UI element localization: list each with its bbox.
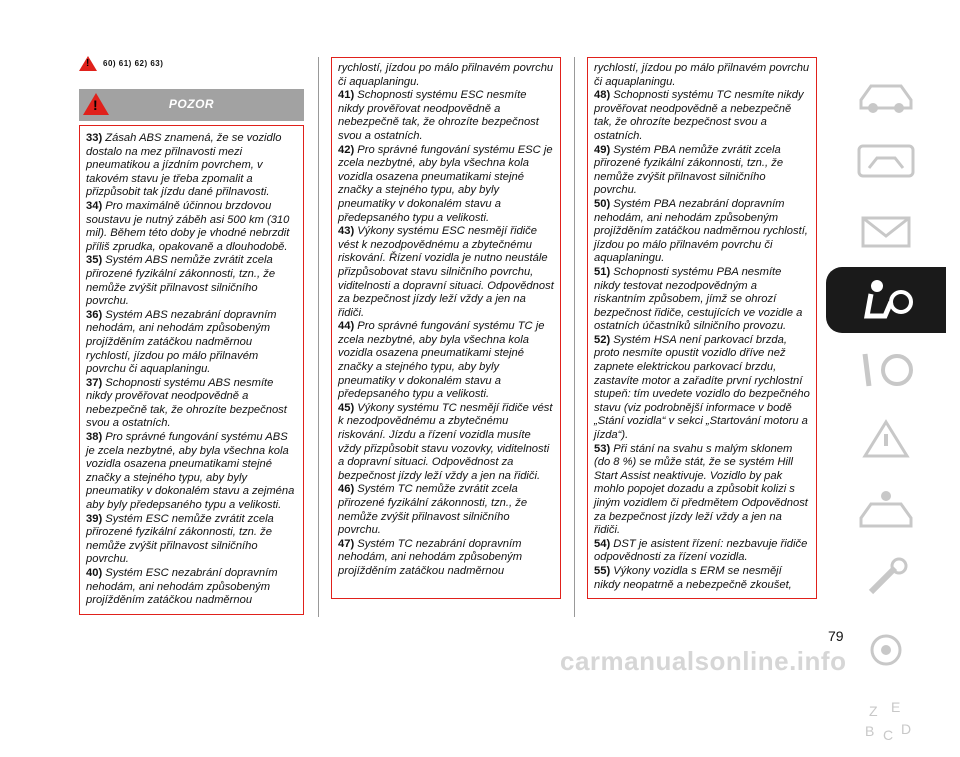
warning-number: 38)	[86, 431, 103, 444]
warning-paragraph	[594, 266, 810, 334]
warning-number: 41)	[338, 89, 355, 102]
warning-text: Systém PBA nemůže zvrátit zcela přirozené fyzikální zákonnosti, tzn., že nemůže zvýšit přilnavost silničního povrchu.	[594, 143, 784, 197]
alphabet-index-icon	[841, 692, 931, 748]
warning-paragraph	[338, 483, 554, 537]
sidebar-chapter-8[interactable]	[826, 547, 946, 613]
warning-paragraph	[338, 538, 554, 579]
warning-paragraph	[86, 431, 297, 513]
warning-paragraph	[86, 567, 297, 608]
warning-paragraph	[86, 309, 297, 377]
sidebar-chapter-5[interactable]	[826, 337, 946, 403]
wrench-steering-icon	[841, 342, 931, 398]
display-settings-icon	[841, 622, 931, 678]
warning-text: Výkony systému ESC nesmějí řidiče vést k nezodpovědnému a zbytečnému riskování. Řízení vozidla je nutno neustále přizpůsobovat stavu silničního povrchu, viditelnosti a dopravní situaci. Odpovědnost za bezpečnost jízdy leží vždy a jen na řidiči.	[338, 225, 554, 319]
warning-text: DST je asistent řízení: nezbavuje řidiče odpovědnosti za řízení vozidla.	[594, 537, 808, 564]
warning-paragraph	[594, 198, 810, 266]
warning-text: Systém HSA není parkovací brzda, proto nesmíte opustit vozidlo dříve než zapnete elektrickou parkovací brzdu, zastavíte motor a zařadíte první rychlostní stupeň: tím uvedete vozidlo do bezpečného stavu (viz podrobnější informace v bodě „Stání vozidla“ v sekci „Startování motoru a jízda“).	[594, 333, 810, 442]
pozor-label: POZOR	[168, 97, 215, 111]
warning-number: 37)	[86, 376, 103, 389]
warning-paragraph	[338, 144, 554, 226]
warning-text: Systém PBA nezabrání dopravním nehodám, ani nehodám způsobeným projížděním zatáčkou nadměrnou rychlostí, jízdou po málo přilnavém povrchu či aquaplaningu.	[594, 197, 808, 265]
warning-text: Schopnosti systému PBA nesmíte nikdy testovat nezodpovědným a riskantním způsobem, jímž se ohrozí bezpečnost řidiče, cestujících ve vozidle a ostatních účastníků silničního provozu.	[594, 265, 803, 333]
warning-paragraph	[86, 377, 297, 431]
sidebar-chapter-2[interactable]	[826, 127, 946, 193]
warning-column-3	[587, 57, 817, 599]
warning-text: Systém TC nezabrání dopravním nehodám, ani nehodám způsobeným projížděním zatáčkou nadměrnou	[338, 537, 523, 577]
warning-number: 42)	[338, 143, 355, 156]
warning-paragraph	[338, 62, 554, 89]
svg-text:E: E	[891, 699, 901, 715]
seat-airbag-icon	[841, 272, 931, 328]
warning-refs: 60) 61) 62) 63)	[103, 59, 164, 68]
warning-text: Pro maximálně účinnou brzdovou soustavu je nutný záběh asi 500 km (310 mil). Během této doby je vhodné nebrzdit příliš zprudka, opakovaně a dlouhodobě.	[86, 199, 290, 253]
warning-number: 55)	[594, 564, 611, 577]
envelope-car-icon	[841, 202, 931, 258]
car-service-icon	[841, 482, 931, 538]
warning-text: rychlostí, jízdou po málo přilnavém povrchu či aquaplaningu.	[338, 62, 554, 88]
warning-paragraph	[594, 89, 810, 143]
warning-paragraph	[338, 225, 554, 320]
warning-paragraph	[338, 402, 554, 484]
sidebar-chapter-7[interactable]	[826, 477, 946, 543]
warning-text: Pro správné fungování systému ESC je zcela nezbytné, aby byla všechna kola vozidla osazena pneumatikami stejné značky a stejného typu, aby byly pneumatiky v dokonalém stavu a předepsaného typu a velikosti.	[338, 143, 553, 224]
warning-text: Při stání na svahu s malým sklonem (do 8 %) se může stát, že se systém Hill Start Assist neaktivuje. Vozidlo by pak mohlo popojet dozadu a způsobit kolizi s jiným vozidlem či předmětem Odpovědnost za bezpečnost jízdy leží vždy a jen na řidiči.	[594, 442, 808, 537]
car-dashboard-icon	[841, 62, 931, 118]
svg-text:C: C	[883, 727, 894, 743]
wrench-engine-icon	[841, 552, 931, 608]
warning-paragraph	[594, 144, 810, 198]
warning-header	[79, 56, 163, 71]
column-divider	[574, 57, 575, 617]
warning-number: 45)	[338, 401, 355, 414]
warning-number: 46)	[338, 483, 355, 496]
warning-number: 51)	[594, 265, 611, 278]
warning-number: 43)	[338, 225, 355, 238]
warning-text: Systém ABS nemůže zvrátit zcela přirozené fyzikální zákonnosti, tzn., že nemůže zvýšit přilnavost silničního povrchu.	[86, 254, 276, 308]
sidebar-chapter-4[interactable]	[826, 267, 946, 333]
warning-number: 54)	[594, 537, 611, 550]
svg-text:B: B	[865, 723, 875, 739]
sidebar-chapter-6[interactable]	[826, 407, 946, 473]
warning-number: 39)	[86, 512, 103, 525]
warning-text: rychlostí, jízdou po málo přilnavém povrchu či aquaplaningu.	[594, 62, 810, 88]
warning-paragraph	[594, 565, 810, 592]
page-number: 79	[828, 628, 844, 644]
warning-text: Systém ESC nemůže zvrátit zcela přirozené fyzikální zákonnosti, tzn. že nemůže zvýšit přilnavost silničního povrchu.	[86, 512, 274, 566]
warning-number: 40)	[86, 567, 103, 579]
warning-paragraph	[338, 320, 554, 402]
warning-text: Pro správné fungování systému TC je zcela nezbytné, aby byla všechna kola vozidla osazena pneumatikami stejné značky a stejného typu, aby byly pneumatiky v dokonalém stavu a předepsaného typu a velikosti.	[338, 320, 545, 401]
warning-paragraph	[86, 200, 297, 254]
column-divider	[318, 57, 319, 617]
warning-text: Systém ABS nezabrání dopravním nehodám, ani nehodám způsobeným projížděním zatáčkou nadměrnou rychlostí, jízdou po málo přilnavém povrchu či aquaplaningu.	[86, 308, 277, 376]
warning-paragraph	[86, 254, 297, 308]
watermark: carmanualsonline.info	[560, 646, 847, 676]
warning-paragraph	[594, 334, 810, 443]
warning-number: 44)	[338, 320, 355, 333]
svg-text:Z: Z	[869, 703, 878, 719]
warning-text: Výkony vozidla s ERM se nesmějí nikdy neopatrně a nebezpečně zkoušet,	[594, 564, 792, 591]
warning-paragraph	[594, 62, 810, 89]
sidebar-chapter-3[interactable]	[826, 197, 946, 263]
warning-text: Schopnosti systému TC nesmíte nikdy prověřovat neodpovědně a nebezpečně tak, že ohrozíte bezpečnost svou a ostatních.	[594, 89, 804, 142]
warning-number: 33)	[86, 132, 103, 144]
warning-text: Výkony systému TC nesmějí řidiče vést k nezodpovědnému a zbytečnému riskování. Jízdu a řízení vozidla musíte vždy přizpůsobit stavu vozovky, viditelnosti a dopravní situaci. Odpovědnost za bezpečnost jízdy leží vždy a jen na řidiči.	[338, 401, 553, 482]
car-display-icon	[841, 132, 931, 188]
warning-text: Schopnosti systému ABS nesmíte nikdy prověřovat neodpovědně a nebezpečně tak, že ohrozíte bezpečnost svou a ostatních.	[86, 376, 287, 430]
warning-paragraph	[594, 443, 810, 538]
warning-number: 36)	[86, 308, 103, 321]
warning-text: Pro správné fungování systému ABS je zcela nezbytné, aby byla všechna kola vozidla osazena pneumatikami stejné značky a stejného typu, aby byly pneumatiky v dokonalém stavu a zejména aby byly předepsaného typu a velikosti.	[86, 431, 295, 512]
svg-text:D: D	[901, 721, 912, 737]
warning-number: 47)	[338, 537, 355, 550]
warning-column-2	[331, 57, 561, 599]
warning-number: 35)	[86, 254, 103, 267]
sidebar-chapter-1[interactable]	[826, 57, 946, 123]
sidebar-chapter-10[interactable]	[826, 687, 946, 753]
warning-number: 53)	[594, 442, 611, 455]
warning-text: Schopnosti systému ESC nesmíte nikdy prověřovat neodpovědně a nebezpečně tak, že ohrozíte bezpečnost svou a ostatních.	[338, 89, 539, 142]
warning-paragraph	[594, 538, 810, 565]
warning-paragraph	[86, 132, 297, 200]
warning-number: 48)	[594, 89, 611, 102]
warning-text: Systém ESC nezabrání dopravním nehodám, ani nehodám způsobeným projížděním zatáčkou nadměrnou	[86, 567, 278, 607]
warning-paragraph	[86, 513, 297, 567]
warning-paragraph	[338, 89, 554, 143]
warning-car-icon	[841, 412, 931, 468]
pozor-banner	[79, 89, 304, 121]
warning-triangle-icon	[79, 56, 97, 71]
warning-number: 52)	[594, 333, 611, 346]
warning-number: 49)	[594, 143, 611, 156]
warning-text: Zásah ABS znamená, že se vozidlo dostalo na mez přilnavosti mezi pneumatikou a jízdním povrchem, v takovém stavu je třeba zpomalit a přizpůsobit tak jízdu dané přilnavosti.	[86, 132, 282, 199]
warning-column-1	[79, 125, 304, 615]
warning-number: 34)	[86, 199, 103, 212]
warning-number: 50)	[594, 197, 611, 210]
warning-text: Systém TC nemůže zvrátit zcela přirozené fyzikální zákonnosti, tzn., že nemůže zvýšit přilnavost silničního povrchu.	[338, 483, 528, 537]
